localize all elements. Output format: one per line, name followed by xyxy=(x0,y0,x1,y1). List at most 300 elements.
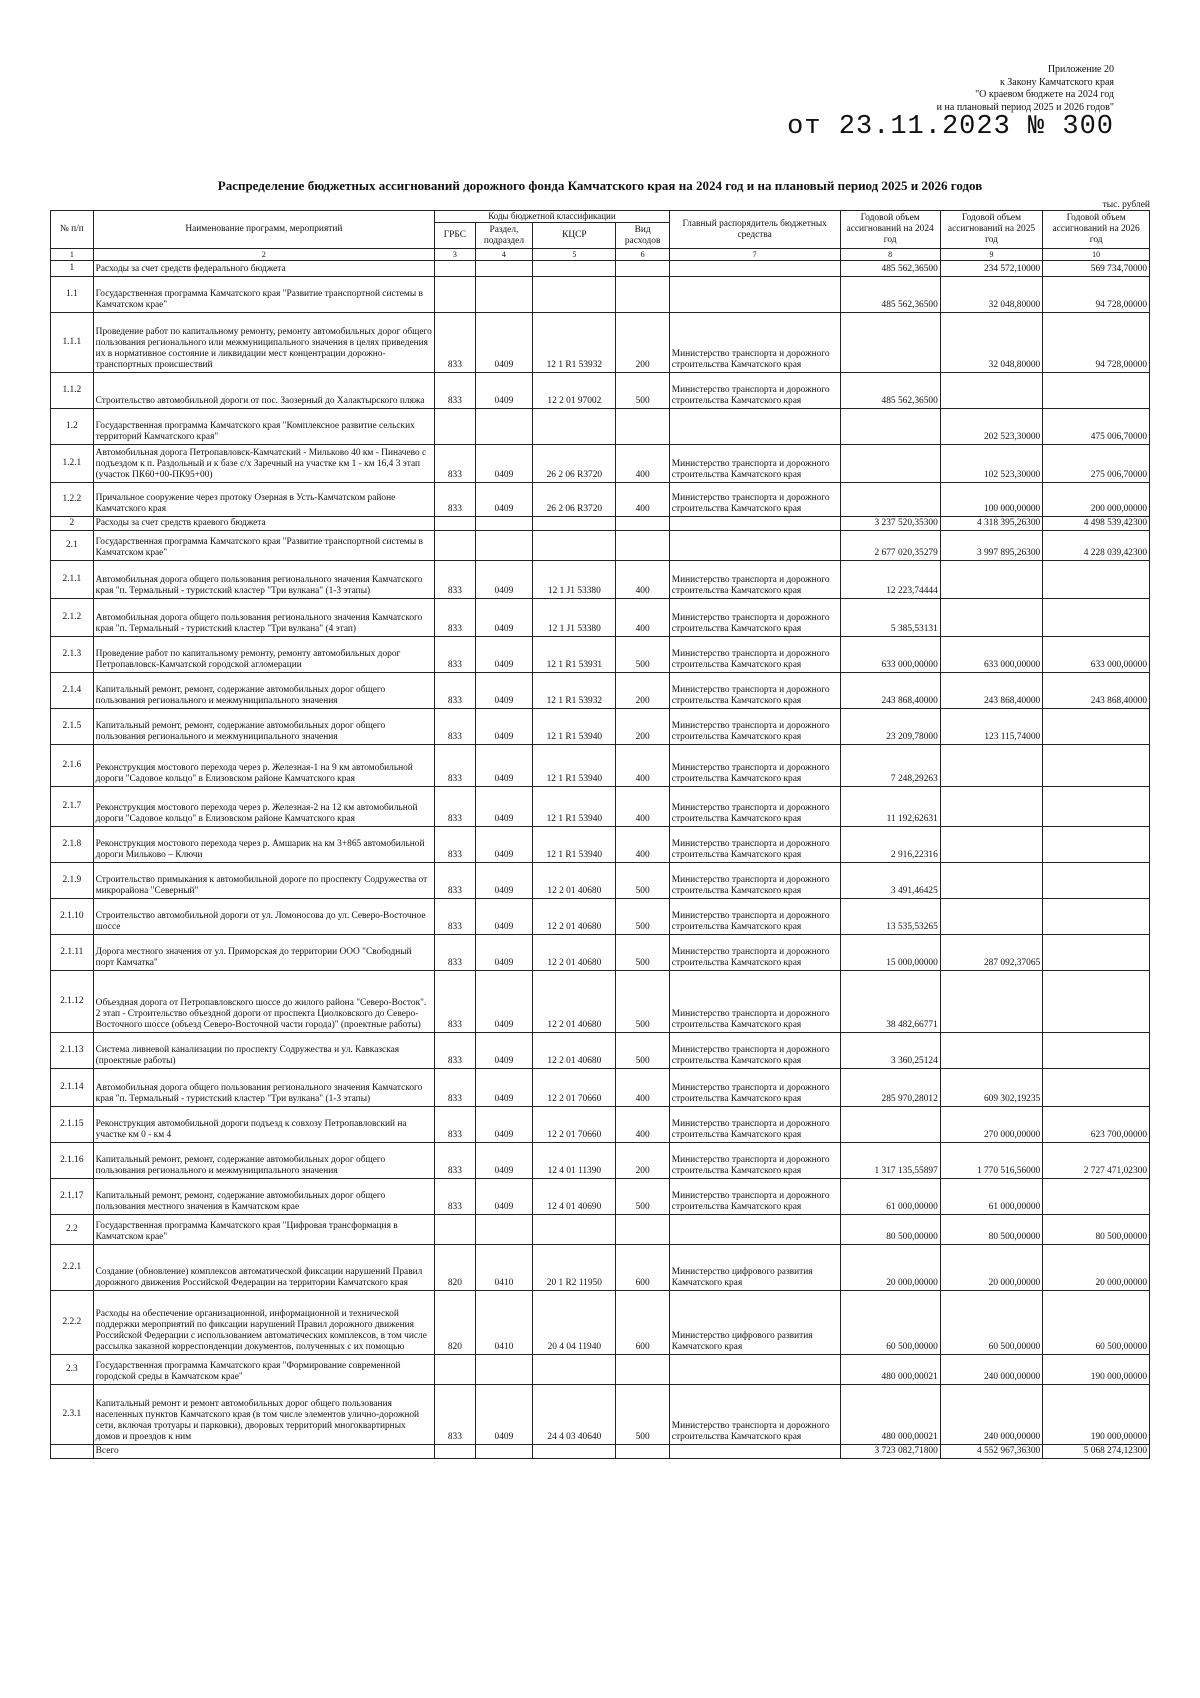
table-row xyxy=(51,863,1150,899)
row-kcsr: 12 2 01 40680 xyxy=(533,899,616,935)
colnum: 3 xyxy=(435,249,476,261)
row-value-2026 xyxy=(1043,787,1150,827)
row-value-2026: 4 228 039,42300 xyxy=(1043,531,1150,561)
row-admin: Министерство транспорта и дорожного строительства Камчатского края xyxy=(669,313,840,373)
row-value-2026: 94 728,00000 xyxy=(1043,277,1150,313)
header-codes: Коды бюджетной классификации xyxy=(435,211,670,223)
table-row xyxy=(51,561,1150,599)
row-value-2025: 240 000,00000 xyxy=(940,1355,1042,1385)
row-grbs: 833 xyxy=(435,673,476,709)
row-kcsr: 20 4 04 11940 xyxy=(533,1291,616,1355)
table-row xyxy=(51,1069,1150,1107)
row-value-2025: 60 500,00000 xyxy=(940,1291,1042,1355)
row-razdel: 0409 xyxy=(475,899,533,935)
row-value-2024 xyxy=(840,409,940,445)
row-value-2025: 32 048,80000 xyxy=(940,313,1042,373)
row-value-2024 xyxy=(840,483,940,517)
row-admin xyxy=(669,1355,840,1385)
row-name: Автомобильная дорога Петропавловск-Камчатский - Мильково 40 км - Пиначево с подъездом к п. Раздольный и к базе с/х Заречный на участке км 1 - км 16,4 3 этап (участок ПК60+00-ПК95+00) xyxy=(93,445,434,483)
row-value-2025 xyxy=(940,971,1042,1033)
row-kcsr: 12 4 01 11390 xyxy=(533,1143,616,1179)
row-vid xyxy=(616,531,669,561)
row-razdel: 0409 xyxy=(475,1107,533,1143)
row-value-2024: 3 491,46425 xyxy=(840,863,940,899)
row-grbs: 833 xyxy=(435,745,476,787)
row-value-2026: 569 734,70000 xyxy=(1043,261,1150,277)
row-value-2024: 633 000,00000 xyxy=(840,637,940,673)
row-vid: 200 xyxy=(616,1143,669,1179)
row-admin: Министерство транспорта и дорожного строительства Камчатского края xyxy=(669,709,840,745)
row-vid: 600 xyxy=(616,1245,669,1291)
table-row xyxy=(51,673,1150,709)
row-razdel: 0409 xyxy=(475,971,533,1033)
table-row xyxy=(51,1143,1150,1179)
row-vid: 600 xyxy=(616,1291,669,1355)
row-kcsr xyxy=(533,1355,616,1385)
row-value-2026: 4 498 539,42300 xyxy=(1043,517,1150,531)
row-name: Капитальный ремонт и ремонт автомобильных дорог общего пользования населенных пунктов Камчатского края (в том числе элементов улично-дорожной сети, включая тротуары и парковки), дворовых территорий многоквартирных домов и проездов к ним xyxy=(93,1385,434,1445)
row-grbs: 833 xyxy=(435,1143,476,1179)
row-number: 2 xyxy=(51,517,94,531)
document-title: Распределение бюджетных ассигнований дорожного фонда Камчатского края на 2024 год и на плановый период 2025 и 2026 годов xyxy=(217,178,983,193)
row-vid: 400 xyxy=(616,827,669,863)
row-value-2026: 475 006,70000 xyxy=(1043,409,1150,445)
row-razdel xyxy=(475,517,533,531)
row-value-2025: 102 523,30000 xyxy=(940,445,1042,483)
date-stamp: от 23.11.2023 № 300 xyxy=(787,112,1114,142)
header-num: № п/п xyxy=(51,211,94,249)
row-name: Автомобильная дорога общего пользования регионального значения Камчатского края "п. Термальный - туристский кластер "Три вулкана" (4 этап) xyxy=(93,599,434,637)
row-admin xyxy=(669,531,840,561)
row-vid: 500 xyxy=(616,971,669,1033)
row-value-2025: 202 523,30000 xyxy=(940,409,1042,445)
row-admin: Министерство транспорта и дорожного строительства Камчатского края xyxy=(669,787,840,827)
row-value-2026 xyxy=(1043,1069,1150,1107)
row-razdel: 0409 xyxy=(475,787,533,827)
row-razdel xyxy=(475,531,533,561)
row-kcsr xyxy=(533,531,616,561)
row-value-2026: 5 068 274,12300 xyxy=(1043,1445,1150,1459)
row-admin: Министерство транспорта и дорожного строительства Камчатского края xyxy=(669,1143,840,1179)
row-value-2025: 100 000,00000 xyxy=(940,483,1042,517)
row-vid: 500 xyxy=(616,373,669,409)
row-value-2025: 287 092,37065 xyxy=(940,935,1042,971)
row-razdel: 0409 xyxy=(475,827,533,863)
row-number: 2.1.16 xyxy=(51,1143,94,1179)
table-row xyxy=(51,899,1150,935)
row-value-2025 xyxy=(940,787,1042,827)
row-value-2025 xyxy=(940,373,1042,409)
row-admin: Министерство транспорта и дорожного строительства Камчатского края xyxy=(669,1033,840,1069)
table-row xyxy=(51,1179,1150,1215)
row-vid: 400 xyxy=(616,1069,669,1107)
row-value-2024: 2 916,22316 xyxy=(840,827,940,863)
row-name: Строительство автомобильной дороги от пос. Заозерный до Халактырского пляжа xyxy=(93,373,434,409)
row-admin: Министерство транспорта и дорожного строительства Камчатского края xyxy=(669,445,840,483)
row-value-2024 xyxy=(840,1107,940,1143)
row-value-2026: 243 868,40000 xyxy=(1043,673,1150,709)
row-vid: 500 xyxy=(616,1179,669,1215)
row-number: 2.1.13 xyxy=(51,1033,94,1069)
appendix-line-1: Приложение 20 xyxy=(1047,64,1114,75)
row-kcsr: 12 2 01 40680 xyxy=(533,971,616,1033)
row-value-2026 xyxy=(1043,827,1150,863)
table-row xyxy=(51,517,1150,531)
row-name: Объездная дорога от Петропавловского шоссе до жилого района "Северо-Восток". 2 этап - Строительство объездной дороги от проспекта Циолковского до Северо-Восточного шоссе (объезд Северо-Восточной части города)" (проектные работы) xyxy=(93,971,434,1033)
row-number: 1 xyxy=(51,261,94,277)
row-kcsr xyxy=(533,277,616,313)
row-grbs xyxy=(435,1355,476,1385)
row-kcsr: 20 1 R2 11950 xyxy=(533,1245,616,1291)
row-vid xyxy=(616,517,669,531)
header-grbs: ГРБС xyxy=(435,223,476,249)
row-name: Реконструкция мостового перехода через р. Амшарик на км 3+865 автомобильной дороги Мильково – Ключи xyxy=(93,827,434,863)
row-value-2025: 240 000,00000 xyxy=(940,1385,1042,1445)
row-number: 2.3 xyxy=(51,1355,94,1385)
row-value-2024: 243 868,40000 xyxy=(840,673,940,709)
row-razdel xyxy=(475,1215,533,1245)
row-number: 1.1.2 xyxy=(51,373,94,409)
row-kcsr xyxy=(533,1445,616,1459)
row-admin xyxy=(669,1215,840,1245)
row-admin: Министерство транспорта и дорожного строительства Камчатского края xyxy=(669,373,840,409)
header-kcsr: КЦСР xyxy=(533,223,616,249)
appendix-line-3: "О краевом бюджете на 2024 год xyxy=(975,89,1114,100)
row-value-2025: 1 770 516,56000 xyxy=(940,1143,1042,1179)
header-2026: Годовой объем ассигнований на 2026 год xyxy=(1043,211,1150,249)
row-number: 2.1.15 xyxy=(51,1107,94,1143)
row-grbs xyxy=(435,1215,476,1245)
row-value-2025: 270 000,00000 xyxy=(940,1107,1042,1143)
row-number: 1.1.1 xyxy=(51,313,94,373)
row-value-2025: 243 868,40000 xyxy=(940,673,1042,709)
row-admin: Министерство транспорта и дорожного строительства Камчатского края xyxy=(669,935,840,971)
table-row xyxy=(51,313,1150,373)
row-number: 2.1.12 xyxy=(51,971,94,1033)
row-number: 2.1.11 xyxy=(51,935,94,971)
colnum: 6 xyxy=(616,249,669,261)
row-name: Реконструкция автомобильной дороги подъезд к совхозу Петропавловский на участке км 0 - км 4 xyxy=(93,1107,434,1143)
row-value-2026: 190 000,00000 xyxy=(1043,1355,1150,1385)
row-kcsr xyxy=(533,409,616,445)
row-razdel: 0409 xyxy=(475,599,533,637)
row-value-2026 xyxy=(1043,971,1150,1033)
row-value-2025: 3 997 895,26300 xyxy=(940,531,1042,561)
row-vid: 400 xyxy=(616,745,669,787)
row-value-2024: 1 317 135,55897 xyxy=(840,1143,940,1179)
row-kcsr: 12 1 R1 53932 xyxy=(533,313,616,373)
row-name: Капитальный ремонт, ремонт, содержание автомобильных дорог общего пользования местного значения в Камчатском крае xyxy=(93,1179,434,1215)
row-grbs: 833 xyxy=(435,935,476,971)
row-number: 2.1.17 xyxy=(51,1179,94,1215)
row-value-2026: 60 500,00000 xyxy=(1043,1291,1150,1355)
row-value-2025 xyxy=(940,561,1042,599)
row-kcsr: 12 1 R1 53940 xyxy=(533,709,616,745)
row-number: 2.2.1 xyxy=(51,1245,94,1291)
column-number-row xyxy=(51,249,1150,261)
row-admin: Министерство цифрового развития Камчатского края xyxy=(669,1291,840,1355)
table-row xyxy=(51,1245,1150,1291)
row-value-2024: 20 000,00000 xyxy=(840,1245,940,1291)
row-vid xyxy=(616,1355,669,1385)
row-admin xyxy=(669,517,840,531)
row-kcsr: 12 1 J1 53380 xyxy=(533,561,616,599)
row-number: 2.1.14 xyxy=(51,1069,94,1107)
row-value-2025: 32 048,80000 xyxy=(940,277,1042,313)
row-value-2026: 80 500,00000 xyxy=(1043,1215,1150,1245)
row-razdel: 0410 xyxy=(475,1291,533,1355)
row-razdel: 0409 xyxy=(475,1143,533,1179)
row-value-2024: 15 000,00000 xyxy=(840,935,940,971)
row-name: Строительство автомобильной дороги от ул. Ломоносова до ул. Северо-Восточное шоссе xyxy=(93,899,434,935)
row-grbs: 833 xyxy=(435,787,476,827)
row-number: 2.2 xyxy=(51,1215,94,1245)
row-name: Государственная программа Камчатского края "Формирование современной городской среды в Камчатском крае" xyxy=(93,1355,434,1385)
row-kcsr xyxy=(533,517,616,531)
appendix-line-4: и на плановый период 2025 и 2026 годов" xyxy=(936,101,1114,113)
row-name: Капитальный ремонт, ремонт, содержание автомобильных дорог общего пользования регионального и межмуниципального значения xyxy=(93,709,434,745)
row-razdel: 0409 xyxy=(475,863,533,899)
row-name: Реконструкция мостового перехода через р. Железная-2 на 12 км автомобильной дороги "Садовое кольцо" в Елизовском районе Камчатского края xyxy=(93,787,434,827)
row-value-2024: 480 000,00021 xyxy=(840,1385,940,1445)
row-grbs: 833 xyxy=(435,599,476,637)
row-name: Проведение работ по капитальному ремонту, ремонту автомобильных дорог общего пользования регионального или межмуниципального значения в целях приведения их в нормативное состояние и ликвидации мест концентрации дорожно-транспортных происшествий xyxy=(93,313,434,373)
row-value-2024: 13 535,53265 xyxy=(840,899,940,935)
row-value-2024 xyxy=(840,313,940,373)
appendix-note xyxy=(937,64,1114,114)
row-vid: 200 xyxy=(616,709,669,745)
row-name: Государственная программа Камчатского края "Развитие транспортной системы в Камчатском крае" xyxy=(93,531,434,561)
row-admin: Министерство транспорта и дорожного строительства Камчатского края xyxy=(669,1069,840,1107)
row-grbs: 833 xyxy=(435,1385,476,1445)
row-number: 2.1.3 xyxy=(51,637,94,673)
row-vid: 200 xyxy=(616,673,669,709)
table-row xyxy=(51,277,1150,313)
row-vid xyxy=(616,1445,669,1459)
row-kcsr: 12 1 R1 53932 xyxy=(533,673,616,709)
row-name: Государственная программа Камчатского края "Развитие транспортной системы в Камчатском крае" xyxy=(93,277,434,313)
row-grbs: 833 xyxy=(435,561,476,599)
row-admin xyxy=(669,277,840,313)
row-admin: Министерство транспорта и дорожного строительства Камчатского края xyxy=(669,673,840,709)
row-value-2024: 60 500,00000 xyxy=(840,1291,940,1355)
table-row xyxy=(51,599,1150,637)
row-name: Проведение работ по капитальному ремонту, ремонту автомобильных дорог Петропавловск-Камчатской городской агломерации xyxy=(93,637,434,673)
row-value-2025: 80 500,00000 xyxy=(940,1215,1042,1245)
row-number: 2.2.2 xyxy=(51,1291,94,1355)
row-value-2024: 23 209,78000 xyxy=(840,709,940,745)
budget-table xyxy=(50,210,1150,1459)
row-name: Расходы за счет средств краевого бюджета xyxy=(93,517,434,531)
table-row xyxy=(51,827,1150,863)
row-number: 2.1.10 xyxy=(51,899,94,935)
table-row xyxy=(51,1215,1150,1245)
row-value-2024: 3 360,25124 xyxy=(840,1033,940,1069)
table-row xyxy=(51,483,1150,517)
row-number: 1.2 xyxy=(51,409,94,445)
header-2025: Годовой объем ассигнований на 2025 год xyxy=(940,211,1042,249)
row-name: Государственная программа Камчатского края "Комплексное развитие сельских территорий Камчатского края" xyxy=(93,409,434,445)
row-value-2025: 123 115,74000 xyxy=(940,709,1042,745)
row-grbs: 833 xyxy=(435,971,476,1033)
row-razdel: 0409 xyxy=(475,637,533,673)
row-kcsr xyxy=(533,1215,616,1245)
row-vid: 500 xyxy=(616,637,669,673)
row-razdel: 0409 xyxy=(475,935,533,971)
row-number: 2.3.1 xyxy=(51,1385,94,1445)
row-value-2026: 20 000,00000 xyxy=(1043,1245,1150,1291)
row-kcsr: 12 2 01 40680 xyxy=(533,863,616,899)
appendix-line-2: к Закону Камчатского края xyxy=(999,76,1114,88)
row-number: 2.1.8 xyxy=(51,827,94,863)
row-value-2025 xyxy=(940,827,1042,863)
row-admin: Министерство транспорта и дорожного строительства Камчатского края xyxy=(669,1107,840,1143)
row-admin: Министерство транспорта и дорожного строительства Камчатского края xyxy=(669,599,840,637)
row-kcsr: 12 1 R1 53931 xyxy=(533,637,616,673)
colnum: 7 xyxy=(669,249,840,261)
row-number: 2.1.5 xyxy=(51,709,94,745)
row-admin: Министерство транспорта и дорожного строительства Камчатского края xyxy=(669,1385,840,1445)
row-kcsr: 12 2 01 40680 xyxy=(533,935,616,971)
header-vid: Вид расходов xyxy=(616,223,669,249)
row-grbs: 833 xyxy=(435,313,476,373)
table-row xyxy=(51,1355,1150,1385)
row-name: Система ливневой канализации по проспекту Содружества и ул. Кавказская (проектные работы) xyxy=(93,1033,434,1069)
row-kcsr: 12 1 J1 53380 xyxy=(533,599,616,637)
row-value-2024: 80 500,00000 xyxy=(840,1215,940,1245)
row-value-2024 xyxy=(840,445,940,483)
row-number: 2.1.6 xyxy=(51,745,94,787)
row-kcsr: 12 2 01 97002 xyxy=(533,373,616,409)
row-name: Капитальный ремонт, ремонт, содержание автомобильных дорог общего пользования регионального и межмуниципального значения xyxy=(93,1143,434,1179)
colnum: 1 xyxy=(51,249,94,261)
row-razdel xyxy=(475,409,533,445)
row-kcsr: 26 2 06 R3720 xyxy=(533,445,616,483)
row-value-2026 xyxy=(1043,709,1150,745)
row-grbs: 833 xyxy=(435,445,476,483)
row-vid: 400 xyxy=(616,787,669,827)
row-name: Причальное сооружение через протоку Озерная в Усть-Камчатском районе Камчатского края xyxy=(93,483,434,517)
row-admin: Министерство цифрового развития Камчатского края xyxy=(669,1245,840,1291)
row-value-2026: 2 727 471,02300 xyxy=(1043,1143,1150,1179)
row-vid: 400 xyxy=(616,483,669,517)
row-grbs: 820 xyxy=(435,1291,476,1355)
colnum: 2 xyxy=(93,249,434,261)
row-razdel: 0409 xyxy=(475,445,533,483)
row-value-2026 xyxy=(1043,373,1150,409)
row-value-2024: 285 970,28012 xyxy=(840,1069,940,1107)
row-vid: 500 xyxy=(616,863,669,899)
row-grbs: 833 xyxy=(435,483,476,517)
table-row xyxy=(51,935,1150,971)
row-grbs: 833 xyxy=(435,637,476,673)
row-value-2024: 11 192,62631 xyxy=(840,787,940,827)
row-value-2024: 3 723 082,71800 xyxy=(840,1445,940,1459)
row-admin: Министерство транспорта и дорожного строительства Камчатского края xyxy=(669,483,840,517)
table-row xyxy=(51,971,1150,1033)
row-grbs xyxy=(435,409,476,445)
row-value-2026: 190 000,00000 xyxy=(1043,1385,1150,1445)
row-razdel: 0409 xyxy=(475,561,533,599)
header-name: Наименование программ, мероприятий xyxy=(93,211,434,249)
row-razdel: 0409 xyxy=(475,313,533,373)
row-value-2026: 633 000,00000 xyxy=(1043,637,1150,673)
row-admin: Министерство транспорта и дорожного строительства Камчатского края xyxy=(669,971,840,1033)
row-grbs: 820 xyxy=(435,1245,476,1291)
row-value-2026: 94 728,00000 xyxy=(1043,313,1150,373)
row-value-2024: 38 482,66771 xyxy=(840,971,940,1033)
row-grbs: 833 xyxy=(435,709,476,745)
row-kcsr: 12 4 01 40690 xyxy=(533,1179,616,1215)
colnum: 4 xyxy=(475,249,533,261)
row-razdel: 0409 xyxy=(475,673,533,709)
row-name: Создание (обновление) комплексов автоматической фиксации нарушений Правил дорожного движения Российской Федерации на территории Камчатского края xyxy=(93,1245,434,1291)
row-value-2026: 623 700,00000 xyxy=(1043,1107,1150,1143)
table-row xyxy=(51,373,1150,409)
colnum: 9 xyxy=(940,249,1042,261)
row-grbs: 833 xyxy=(435,827,476,863)
table-row xyxy=(51,1033,1150,1069)
row-value-2026: 200 000,00000 xyxy=(1043,483,1150,517)
table-row xyxy=(51,709,1150,745)
row-value-2025 xyxy=(940,863,1042,899)
row-razdel: 0409 xyxy=(475,1179,533,1215)
row-admin: Министерство транспорта и дорожного строительства Камчатского края xyxy=(669,863,840,899)
table-row xyxy=(51,445,1150,483)
table-row xyxy=(51,409,1150,445)
table-row xyxy=(51,745,1150,787)
row-name: Реконструкция мостового перехода через р. Железная-1 на 9 км автомобильной дороги "Садовое кольцо" в Елизовском районе Камчатского края xyxy=(93,745,434,787)
row-value-2026 xyxy=(1043,899,1150,935)
row-grbs: 833 xyxy=(435,1179,476,1215)
row-grbs xyxy=(435,517,476,531)
row-kcsr: 12 1 R1 53940 xyxy=(533,787,616,827)
header-razdel: Раздел, подраздел xyxy=(475,223,533,249)
row-number: 2.1.7 xyxy=(51,787,94,827)
row-name: Автомобильная дорога общего пользования регионального значения Камчатского края "п. Термальный - туристский кластер "Три вулкана" (1-3 этапы) xyxy=(93,1069,434,1107)
row-razdel: 0409 xyxy=(475,1385,533,1445)
row-number: 2.1.2 xyxy=(51,599,94,637)
row-admin xyxy=(669,409,840,445)
row-vid xyxy=(616,261,669,277)
row-admin: Министерство транспорта и дорожного строительства Камчатского края xyxy=(669,637,840,673)
row-razdel xyxy=(475,1355,533,1385)
row-kcsr: 12 1 R1 53940 xyxy=(533,827,616,863)
row-kcsr: 12 2 01 40680 xyxy=(533,1033,616,1069)
row-grbs xyxy=(435,277,476,313)
header-2024: Годовой объем ассигнований на 2024 год xyxy=(840,211,940,249)
row-razdel xyxy=(475,261,533,277)
row-kcsr: 26 2 06 R3720 xyxy=(533,483,616,517)
row-value-2024: 485 562,36500 xyxy=(840,261,940,277)
row-grbs xyxy=(435,531,476,561)
row-vid: 400 xyxy=(616,1107,669,1143)
row-number: 2.1.1 xyxy=(51,561,94,599)
row-value-2024: 485 562,36500 xyxy=(840,373,940,409)
row-grbs: 833 xyxy=(435,1033,476,1069)
colnum: 8 xyxy=(840,249,940,261)
table-row xyxy=(51,1291,1150,1355)
row-kcsr: 12 2 01 70660 xyxy=(533,1107,616,1143)
row-number: 1.2.2 xyxy=(51,483,94,517)
row-vid: 500 xyxy=(616,935,669,971)
row-value-2024: 485 562,36500 xyxy=(840,277,940,313)
row-value-2026 xyxy=(1043,561,1150,599)
row-razdel: 0409 xyxy=(475,745,533,787)
row-name: Дорога местного значения от ул. Приморская до территории ООО "Свободный порт Камчатка" xyxy=(93,935,434,971)
row-grbs xyxy=(435,1445,476,1459)
row-admin xyxy=(669,261,840,277)
